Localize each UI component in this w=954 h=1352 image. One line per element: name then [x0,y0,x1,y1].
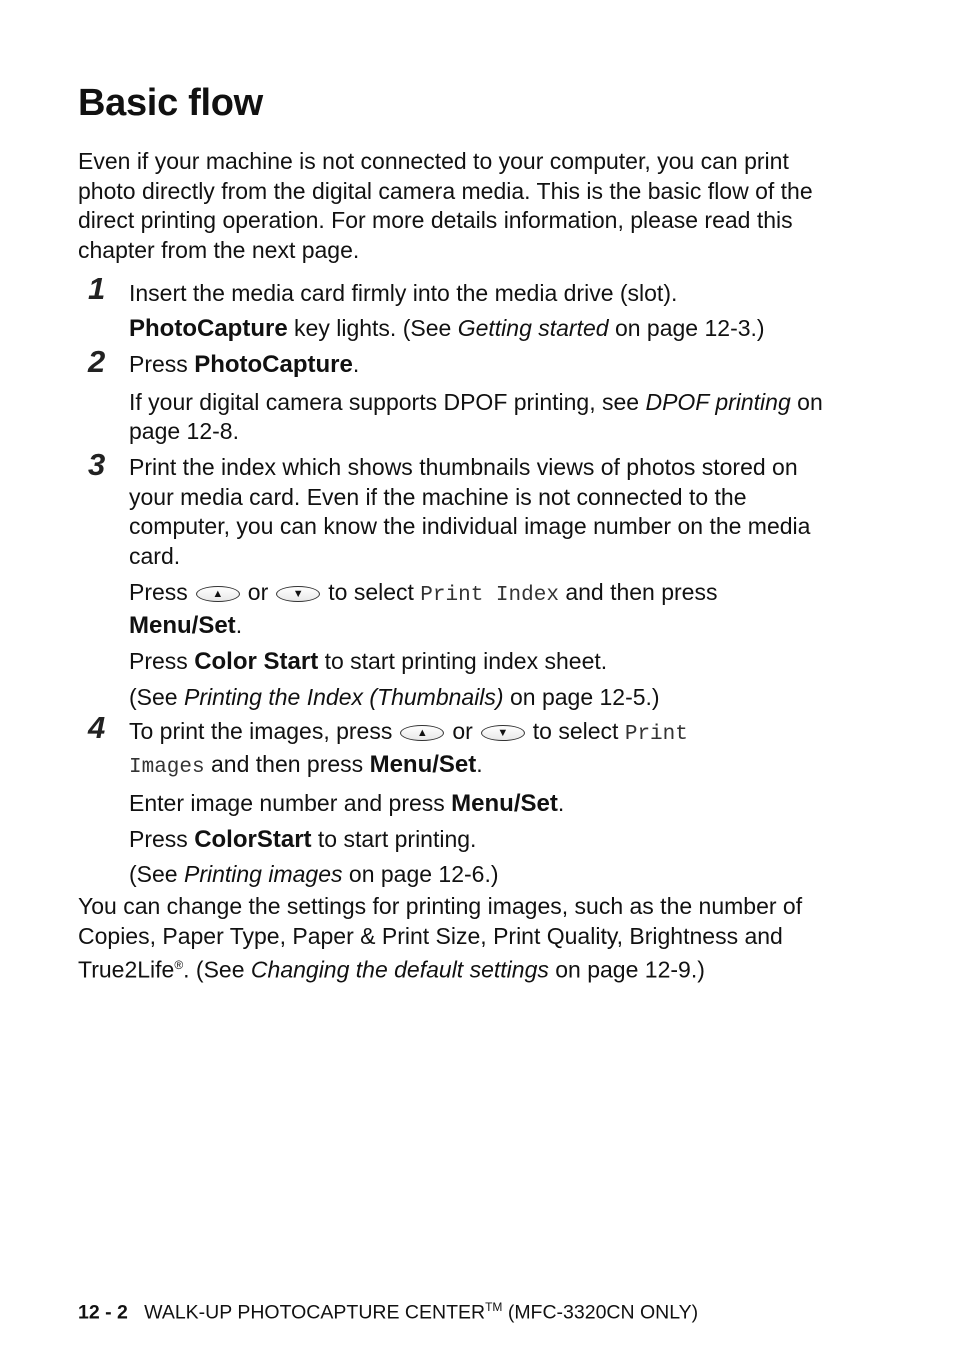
step-4-enter-text: Enter image number and press [129,790,452,816]
step-3-or: or [247,579,269,605]
step-1-number: 1 [88,271,106,306]
step-3-see [129,683,839,713]
step-4-line1 [129,717,839,782]
step-4-see [129,860,839,890]
step-1-line2 [129,314,839,344]
step-3-dot: . [235,611,243,638]
step-2-note-end: on page 12-8. [129,388,823,444]
step-3-press-line [129,578,839,640]
step-4-enter-key: Menu/Set [451,790,558,817]
step-4-see-end: on page 12-6.) [342,861,499,887]
step-2-line1 [129,350,839,380]
step-4-see-open: (See [129,861,184,887]
step-4-then: and then press [204,750,370,777]
step-1-ref: Getting started [457,314,609,341]
step-3-see-open: (See [129,683,184,710]
step-4-press-key: ColorStart [194,825,312,853]
step-4-or: or [452,718,473,744]
step-3-color-key: Color Start [194,648,319,675]
page-footer [78,1300,698,1325]
step-3-menu-key: Menu/Set [129,611,236,639]
step-3-color-press: Press [129,648,195,674]
step-1-key: PhotoCapture [129,314,288,342]
step-4-option-2: Images [129,755,205,779]
step-2 [129,350,839,447]
step-2-number: 2 [88,344,106,379]
step-1-line1: Insert the media card firmly into the media drive (slot). [129,280,678,306]
step-3-select: to select [328,579,414,605]
step-2-key: PhotoCapture [194,351,353,378]
down-arrow-icon: ▼ [497,726,509,739]
up-button-icon [196,586,240,602]
step-3-color-line [129,647,839,677]
step-4-select: to select [532,718,619,744]
step-3-option: Print Index [420,584,559,607]
registered-mark: ® [174,958,184,972]
step-4 [129,717,839,890]
step-4-see-ref: Printing images [183,861,343,887]
step-4-number: 4 [88,710,106,745]
down-button-icon [276,586,320,602]
outro-see: . (See [183,956,251,983]
step-3-see-ref: Printing the Index (Thumbnails) [183,683,504,710]
step-4-press-end: to start printing. [311,825,477,852]
step-3-para: Print the index which shows thumbnails views of photos stored on your media card. Even if the machine is not connected to the computer, you can know the individual image number on the media card. [129,454,811,569]
up-arrow-icon: ▲ [212,587,224,600]
step-2-note-text: If your digital camera supports DPOF printing, see [129,388,646,415]
step-2-press: Press [129,351,195,377]
page-title: Basic flow [78,82,263,124]
outro-text: You can change the settings for printing images, such as the number of Copies, Paper Type, Paper & Print Size, Print Quality, Brightness and True2Life [78,893,803,983]
step-3-see-end: on page 12-5.) [503,683,660,710]
up-arrow-icon: ▲ [416,726,428,739]
step-3-color-end: to start printing index sheet. [318,648,608,674]
outro-paragraph [78,892,838,985]
step-3-then: and then press [565,579,718,605]
step-3-number: 3 [88,447,106,482]
step-1-text: key lights. (See [287,314,458,341]
outro-ref: Changing the default settings [250,956,549,983]
step-4-text: To print the images, press [129,718,393,744]
footer-page-number: 12 - 2 [78,1301,128,1324]
step-4-press-text: Press [129,825,195,852]
step-3-press: Press [129,579,188,605]
outro-end: on page 12-9.) [548,956,705,983]
step-4-enter-end: . [557,790,565,816]
step-4-menu-key: Menu/Set [369,750,477,778]
step-2-end: . [352,351,360,377]
step-1-end: on page 12-3.) [608,314,765,341]
down-button-icon [481,725,525,741]
step-3 [129,453,839,712]
step-2-note-ref: DPOF printing [645,388,791,415]
trademark-mark: TM [485,1300,503,1314]
down-arrow-icon: ▼ [292,587,304,600]
step-2-note [129,388,839,447]
step-4-enter [129,789,839,819]
step-4-press [129,825,839,855]
step-1 [129,279,839,343]
up-button-icon [400,725,444,741]
step-4-dot: . [476,750,483,777]
intro-paragraph: Even if your machine is not connected to your computer, you can print photo directly from the digital camera media. This is the basic flow of the direct printing operation. For more details information, please read this chapter from the next page. [78,148,813,263]
footer-title: WALK-UP PHOTOCAPTURE CENTER [144,1301,486,1324]
step-4-option-1: Print [624,723,688,746]
footer-model: (MFC-3320CN ONLY) [502,1301,699,1324]
